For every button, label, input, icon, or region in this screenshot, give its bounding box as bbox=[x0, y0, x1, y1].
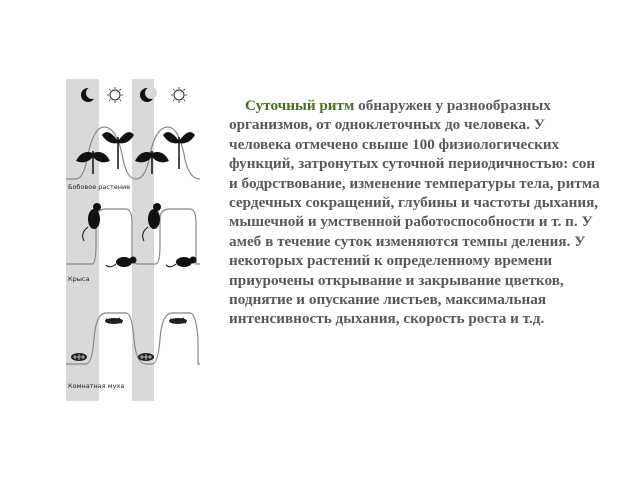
panel-label-bean-plant: Бобовое растение bbox=[68, 183, 131, 191]
bean-plant-icon bbox=[102, 132, 134, 169]
night-band bbox=[66, 79, 99, 401]
panel-label-rat: Крыса bbox=[68, 275, 90, 283]
pupa-icon bbox=[71, 353, 87, 361]
bean-plant-icon bbox=[163, 132, 195, 169]
panel-label-housefly: Комнатная муха bbox=[68, 382, 125, 390]
sun-icon bbox=[171, 87, 187, 103]
figure-drawing bbox=[66, 79, 200, 401]
circadian-rhythm-figure bbox=[66, 79, 200, 401]
sun-icon bbox=[107, 87, 123, 103]
rat-icon bbox=[166, 257, 197, 268]
rat-icon bbox=[106, 257, 137, 268]
pupa-icon bbox=[138, 353, 154, 361]
description-body: обнаружен у разнообразных организмов, от одноклеточных до человека. У человека отмечено свыше 100 физиологических функций, затронутых суточной периодичностью: сон и бодрствование, изменение температуры тела, ритма сердечных сокращений, глубины и частоты дыхания, мышечной и умственной работоспособности и т. п. У амеб в течение суток изменяются темпы деления. У некоторых растений к определенному времени приурочены открывание и закрывание цветков, поднятие и опускание листьев, максимальная интенсивность дыхания, скорость роста и т.д. bbox=[229, 97, 600, 328]
night-band bbox=[132, 79, 154, 401]
fly-icon bbox=[105, 318, 123, 324]
description-paragraph bbox=[229, 96, 604, 329]
term-circadian-rhythm: Суточный ритм bbox=[245, 97, 355, 114]
fly-icon bbox=[169, 318, 187, 324]
